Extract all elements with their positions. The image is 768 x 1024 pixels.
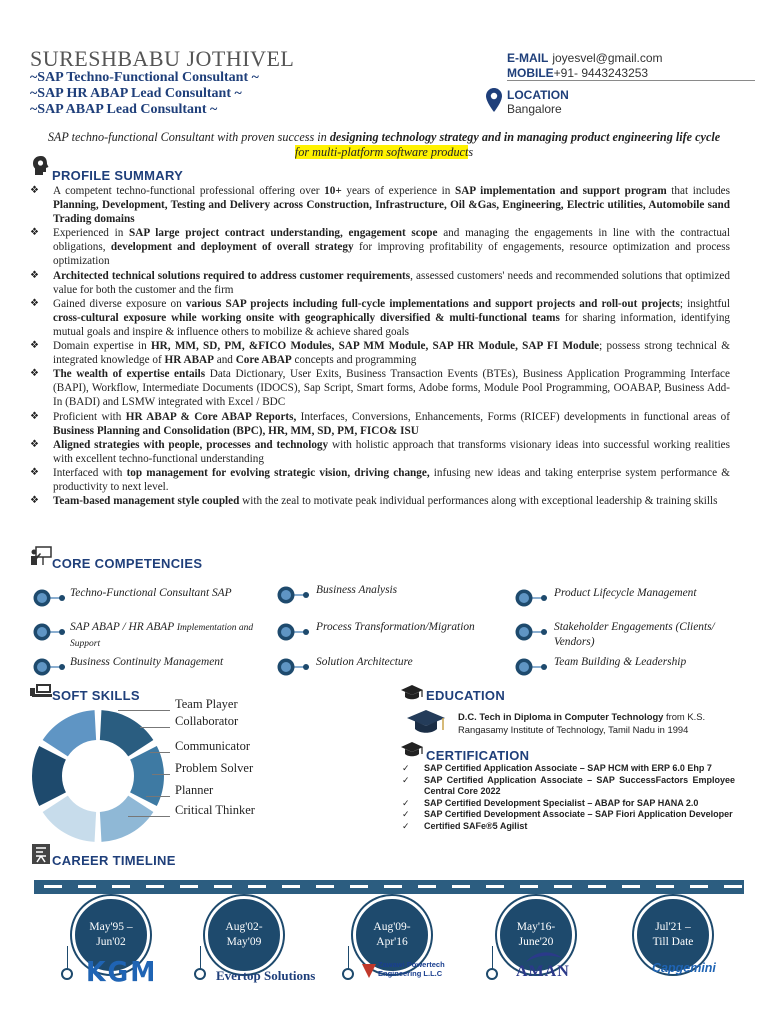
profile-head-icon	[32, 156, 50, 176]
core-competencies-heading: CORE COMPETENCIES	[52, 556, 203, 571]
location-pin-icon	[486, 88, 502, 112]
soft-skill-leader-line	[146, 796, 170, 797]
timeline-node-icon	[342, 968, 354, 980]
timeline-dash	[384, 885, 402, 888]
timeline-dash	[588, 885, 606, 888]
soft-skill-leader-line	[118, 710, 170, 711]
certification-item: ✓ SAP Certified Development Specialist – ABAP for SAP HANA 2.0	[400, 798, 735, 810]
competency-bullet-icon	[32, 657, 66, 677]
timeline-period-circle: Aug'09- Apr'16	[353, 896, 431, 974]
timeline-dash	[690, 885, 708, 888]
soft-skill-leader-line	[150, 752, 170, 753]
profile-bullet: ❖ The wealth of expertise entails Data Dictionary, User Exits, Business Transaction Events (BTEs), Business Application Programming Interface (BAPI), Workflow, Intermediate Documents (IDOCS), Sap Script, Smart forms, Adobe forms, Module Pool Programming, OOABAP, Business Add-In (BADI) and LSMW integrated with Excel / BDC	[30, 367, 730, 409]
competency-item: Process Transformation/Migration	[316, 621, 475, 633]
certification-heading: CERTIFICATION	[426, 748, 530, 763]
profile-bullet-list	[30, 184, 730, 508]
profile-bullet: ❖ Interfaced with top management for evolving strategic vision, driving change, infusing new ideas and taking enterprise system performance & productivity to next level.	[30, 466, 730, 494]
profile-bullet: ❖ Team-based management style coupled with the zeal to motivate peak individual performances along with exceptional leadership & training skills	[30, 494, 730, 508]
profile-bullet: ❖ Proficient with HR ABAP & Core ABAP Reports, Interfaces, Conversions, Enhancements, Forms (RICEF) developments in functional areas of Business Planning and Consolidation (BPC), HR, MM, SD, PM, FICO& ISU	[30, 410, 730, 438]
timeline-node-icon	[61, 968, 73, 980]
graduation-cap-picture	[406, 708, 446, 736]
graduation-cap-icon	[400, 684, 424, 702]
timeline-period-circle: Aug'02- May'09	[205, 896, 283, 974]
timeline-dash	[452, 885, 470, 888]
certification-cap-icon	[400, 741, 424, 759]
soft-skills-heading: SOFT SKILLS	[52, 688, 140, 703]
timeline-node-icon	[486, 968, 498, 980]
profile-bullet: ❖ Aligned strategies with people, processes and technology with holistic approach that transforms visionary ideas into successful working realities with excellent techno-functional understanding	[30, 438, 730, 466]
timeline-dash	[520, 885, 538, 888]
competency-item: Solution Architecture	[316, 656, 413, 668]
timeline-dash	[248, 885, 266, 888]
company-logo-kgm: KGM	[86, 955, 158, 988]
timeline-dash	[724, 885, 742, 888]
presenter-icon	[30, 546, 52, 566]
timeline-dash	[316, 885, 334, 888]
soft-skill-item: Planner	[175, 783, 214, 797]
timeline-dash	[350, 885, 368, 888]
soft-skill-segment	[32, 746, 66, 806]
company-logo-zawawi: Zawawi Powertech Engineering L.L.C	[362, 960, 472, 982]
timeline-period-circle: Jul'21 – Till Date	[634, 896, 712, 974]
education-entry: D.C. Tech in Diploma in Computer Technology from K.S. Rangasamy Institute of Technology, Tamil Nadu in 1994	[458, 711, 706, 735]
competency-item: Business Analysis	[316, 584, 398, 596]
competency-item: Business Continuity Management	[70, 656, 224, 668]
timeline-period-circle: May'95 – Jun'02	[72, 896, 150, 974]
timeline-dash	[112, 885, 130, 888]
certification-item: ✓ SAP Certified Development Associate – SAP Fiori Application Developer	[400, 809, 735, 821]
email-label: E-MAIL	[507, 51, 549, 65]
timeline-connector	[348, 946, 349, 970]
competency-bullet-icon	[276, 657, 310, 677]
competency-item: Product Lifecycle Management	[554, 587, 697, 599]
title-line-2: ~SAP HR ABAP Lead Consultant ~	[30, 86, 242, 101]
soft-skill-leader-line	[140, 727, 170, 728]
soft-skill-leader-line	[152, 774, 170, 775]
laptop-icon	[30, 683, 52, 699]
profile-bullet: ❖ Domain expertise in HR, MM, SD, PM, &FICO Modules, SAP MM Module, SAP HR Module, SAP FI Module; possess strong technical & integrated knowledge of HR ABAP and Core ABAP concepts and programming	[30, 339, 730, 367]
career-timeline-heading: CAREER TIMELINE	[52, 853, 176, 868]
competency-subtext: Implementation and Support	[70, 623, 254, 649]
certification-item: ✓ SAP Certified Application Associate – SAP SuccessFactors Employee Central Core 2022	[400, 775, 735, 798]
profile-summary-heading: PROFILE SUMMARY	[52, 168, 184, 183]
profile-bullet: ❖ Gained diverse exposure on various SAP projects including full-cycle implementations and support projects and roll-out projects; insightful cross-cultural exposure while working onsite with geographically diversified & multi-functional teams for sharing information, identifying mutual goals and inspire & influence others to mobilize & achieve shared goals	[30, 297, 730, 339]
profile-bullet: ❖ Architected technical solutions required to address customer requirements, assessed customers' needs and recommended solutions that optimized value for both the customer and the firm	[30, 269, 730, 297]
certification-list	[400, 763, 735, 833]
competency-bullet-icon	[514, 622, 548, 642]
timeline-node-icon	[194, 968, 206, 980]
timeline-dash	[418, 885, 436, 888]
timeline-connector	[67, 946, 68, 970]
competency-bullet-icon	[32, 622, 66, 642]
timeline-dash	[282, 885, 300, 888]
title-line-3: ~SAP ABAP Lead Consultant ~	[30, 102, 218, 117]
mobile-value: +91- 9443243253	[553, 66, 649, 80]
timeline-icon	[32, 844, 50, 864]
competency-bullet-icon	[514, 588, 548, 608]
highlighted-text: for multi-platform software product	[294, 145, 469, 159]
soft-skill-leader-line	[128, 816, 170, 817]
timeline-dash	[486, 885, 504, 888]
company-logo-aman: AMAN	[516, 950, 582, 984]
timeline-period-circle: May'16- June'20	[497, 896, 575, 974]
timeline-dash	[44, 885, 62, 888]
competency-item: Techno-Functional Consultant SAP	[70, 587, 232, 599]
candidate-name: SURESHBABU JOTHIVEL	[30, 46, 295, 71]
mobile-label: MOBILE	[507, 66, 554, 80]
competency-bullet-icon	[514, 657, 548, 677]
soft-skill-item: Team Player	[175, 697, 238, 711]
email-value[interactable]: joyesvel@gmail.com	[552, 51, 663, 65]
competency-item: Team Building & Leadership	[554, 656, 687, 668]
summary-statement: SAP techno-functional Consultant with proven success in designing technology strategy and in managing product engineering life cycle for multi-platform software products	[47, 130, 721, 159]
competency-bullet-icon	[276, 585, 310, 605]
contact-divider	[507, 80, 755, 81]
aman-swoosh-icon	[524, 950, 564, 964]
certification-item: ✓ Certified SAFe®5 Agilist	[400, 821, 735, 833]
competency-bullet-icon	[32, 588, 66, 608]
soft-skill-item: Critical Thinker	[175, 803, 255, 817]
timeline-dash	[180, 885, 198, 888]
timeline-connector	[200, 946, 201, 970]
profile-bullet: ❖ A competent techno-functional professional offering over 10+ years of experience in SAP implementation and support program that includes Planning, Development, Testing and Delivery across Construction, Infrastructure, Oil &Gas, Engineering, Electric utilities, Automobile sand Trading domains	[30, 184, 730, 226]
timeline-dash	[622, 885, 640, 888]
timeline-dash	[78, 885, 96, 888]
competency-item: SAP ABAP / HR ABAP Implementation and Support	[70, 621, 254, 649]
zawawi-mark-icon	[362, 964, 376, 978]
education-heading: EDUCATION	[426, 688, 506, 703]
soft-skill-item: Collaborator	[175, 714, 239, 728]
timeline-dash	[146, 885, 164, 888]
timeline-dash	[554, 885, 572, 888]
location-value: Bangalore	[507, 102, 562, 116]
certification-item: ✓ SAP Certified Application Associate – SAP HCM with ERP 6.0 Ehp 7	[400, 763, 735, 775]
soft-skill-item: Communicator	[175, 739, 250, 753]
title-line-1: ~SAP Techno-Functional Consultant ~	[30, 70, 259, 85]
competency-item: Stakeholder Engagements (Clients/ Vendors)	[554, 621, 715, 648]
competency-bullet-icon	[276, 622, 310, 642]
soft-skill-item: Problem Solver	[175, 761, 254, 775]
company-logo-capgemini: Capgemini	[652, 961, 716, 975]
timeline-dash	[214, 885, 232, 888]
timeline-dash	[656, 885, 674, 888]
location-label: LOCATION	[507, 88, 569, 102]
timeline-connector	[492, 946, 493, 970]
company-evertop: Evertop Solutions	[216, 968, 316, 983]
profile-bullet: ❖ Experienced in SAP large project contract understanding, engagement scope and managing the engagements in line with the contractual obligations, development and deployment of overall strategy for improving profitability of engagements, resource optimization and process optimization	[30, 226, 730, 268]
